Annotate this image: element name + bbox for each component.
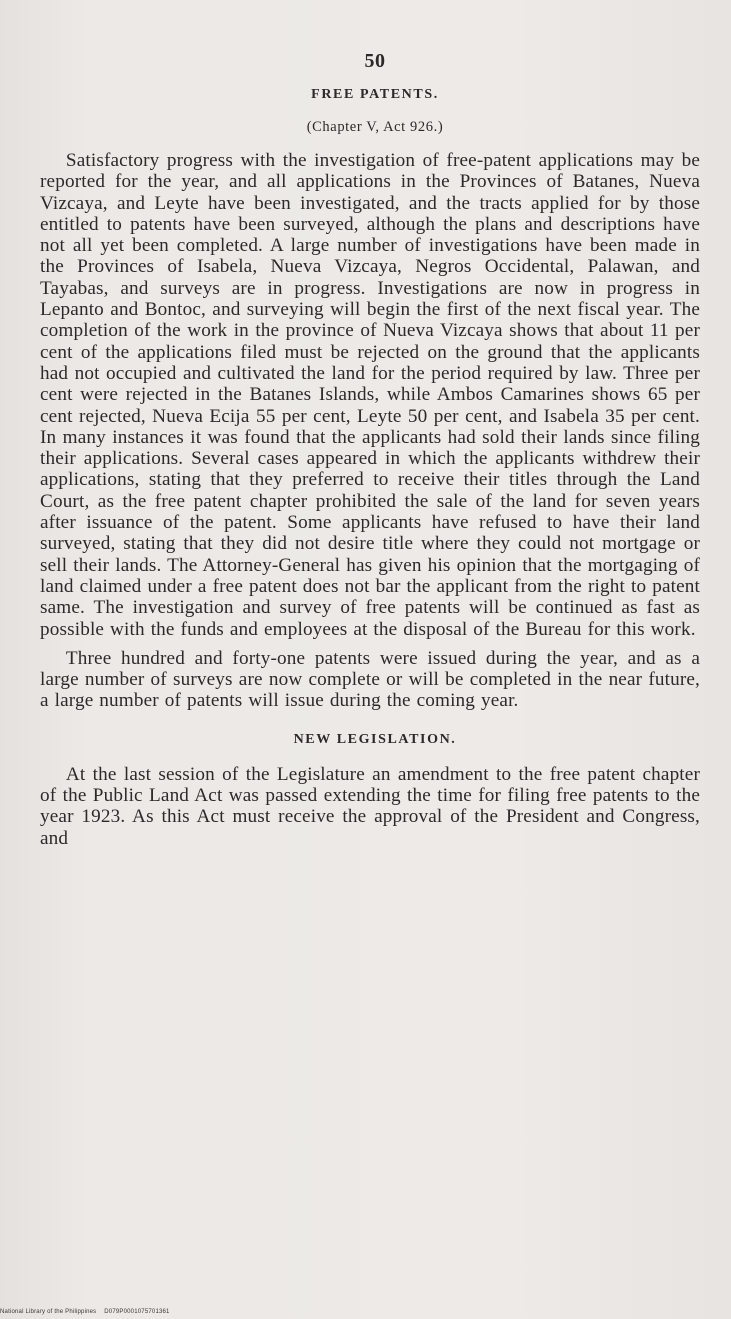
section-subtitle-chapter: (Chapter V, Act 926.) bbox=[306, 119, 444, 135]
paragraph: Three hundred and forty-one patents were issued during the year, and as a large number of surveys are now complete or will be completed in the near future, a large number of patents will issue during the coming year. bbox=[40, 647, 700, 712]
footer-library-name: National Library of the Philippines bbox=[0, 1309, 97, 1315]
paragraph: Satisfactory progress with the investigation of free-patent applications may be reported for the year, and all applications in the Provinces of Batanes, Nueva Vizcaya, and Leyte have been investigated, and the tracts applied for by those entitled to patents have been surveyed, although the plans and descriptions have not all yet been completed. A large number of investigations have been made in the Provinces of Isabela, Nueva Vizcaya, Negros Occidental, Palawan, and Tayabas, and surveys are in progress. Investigations are now in progress in Lepanto and Bontoc, and surveying will begin the first of the next fiscal year. The completion of the work in the province of Nueva Vizcaya shows that about 11 per cent of the applications filed must be rejected on the ground that the applicants had not occupied and cultivated the land for the period required by law. Three per cent were rejected in the Batanes Islands, while Ambos Camarines shows 65 per cent rejected, Nueva Ecija 55 per cent, Leyte 50 per cent, and Isabela 35 per cent. In many instances it was found that the applicants had sold their lands since filing their applications. Several cases appeared in which the applicants withdrew their applications, stating that they preferred to receive their titles through the Land Court, as the free patent chapter prohibited the sale of the land for seven years after issuance of the patent. Some applicants have refused to have their land surveyed, stating that they did not desire title where they could not mortgage or sell their lands. The Attorney-General has given his opinion that the mortgaging of land claimed under a free patent does not bar the applicant from the right to patent same. The investigation and survey of free patents will be continued as fast as possible with the funds and employees at the disposal of the Bureau for this work. bbox=[40, 150, 700, 640]
footer-scan-code: D079P0001075701361 bbox=[104, 1309, 170, 1315]
paragraph: At the last session of the Legislature an amendment to the free patent chapter of the Public Land Act was passed extending the time for filing free patents to the year 1923. As this Act must receive the approval of the President and Congress, and bbox=[40, 763, 700, 849]
page-content bbox=[40, 50, 700, 849]
section-title-free-patents: FREE PATENTS. bbox=[311, 87, 439, 102]
scan-footer bbox=[0, 1309, 170, 1315]
section-title-new-legislation: NEW LEGISLATION. bbox=[293, 731, 457, 747]
page-number: 50 bbox=[364, 50, 386, 72]
